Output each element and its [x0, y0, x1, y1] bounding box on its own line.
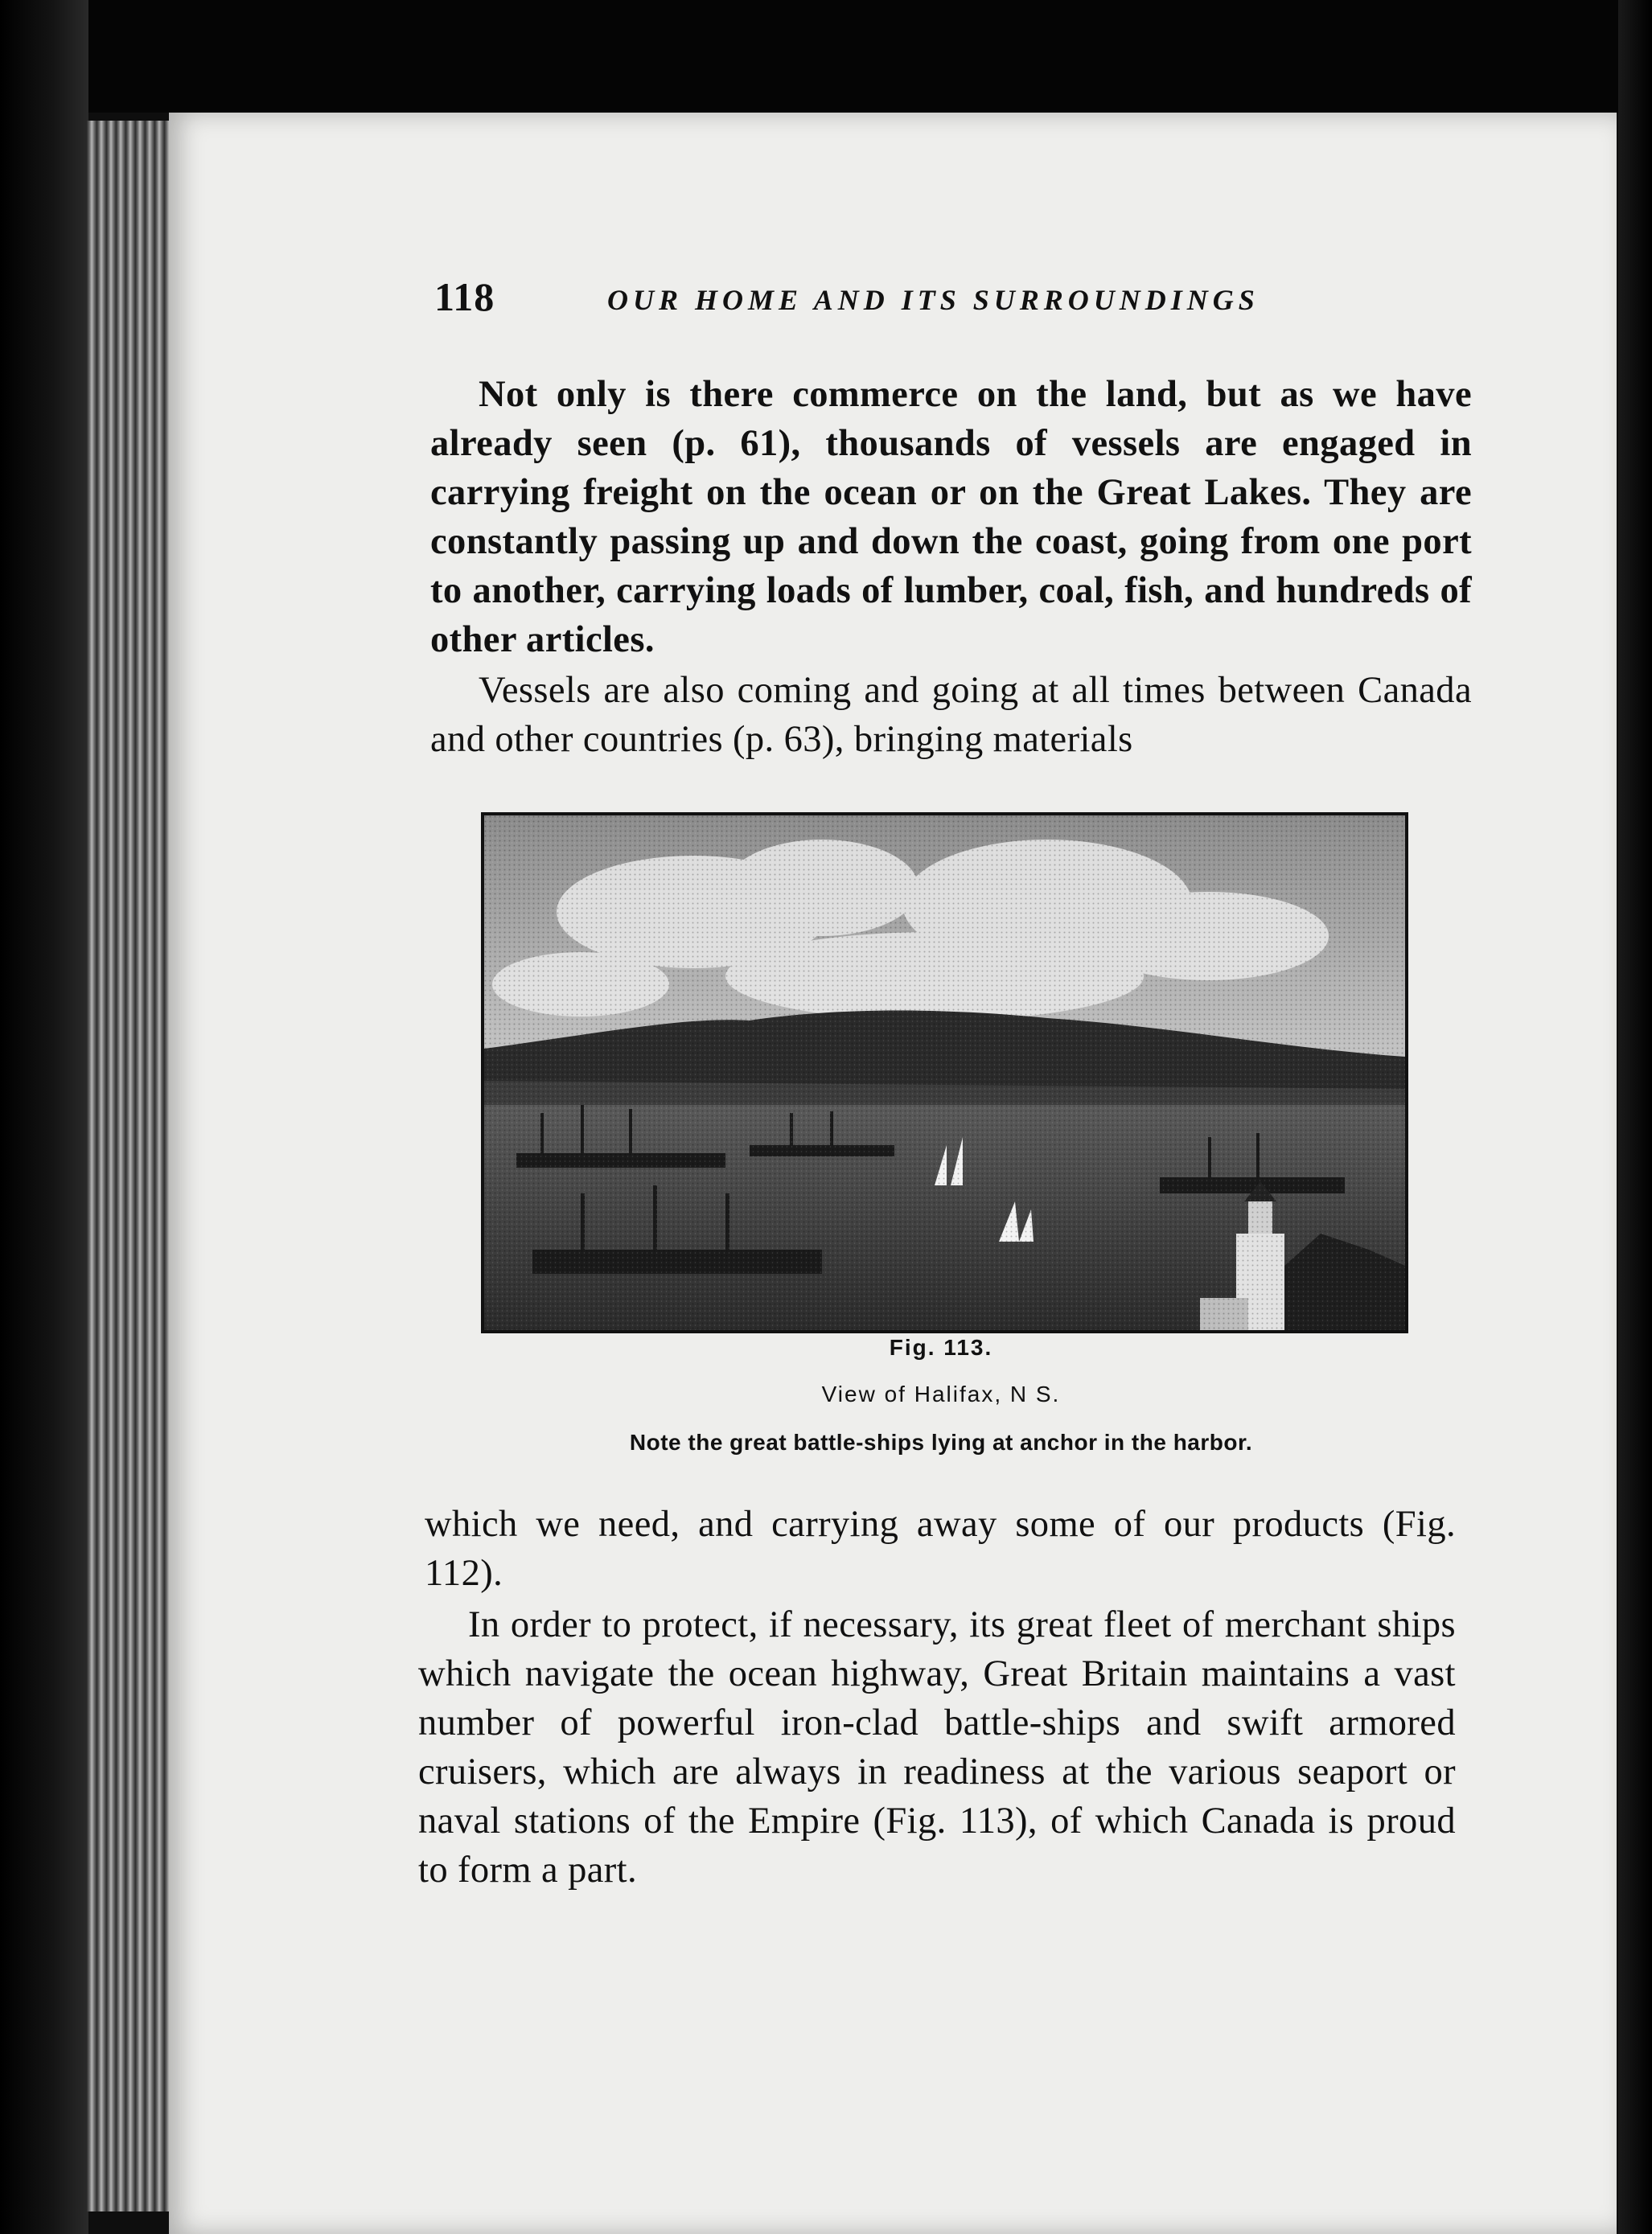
paragraph-vessels: Vessels are also coming and going at all times between Canada and other countries (p. 63), bringing materials — [430, 670, 1472, 760]
halifax-illustration — [481, 812, 1408, 1333]
running-title: OUR HOME AND ITS SURROUNDINGS — [607, 284, 1260, 316]
page-header — [434, 273, 1480, 338]
scan-border-right — [1618, 0, 1652, 2234]
halifax-harbor-image — [484, 815, 1405, 1330]
figure-label: Fig. 113. — [889, 1335, 993, 1360]
page-number: 118 — [434, 274, 495, 319]
scan-border-left — [0, 0, 88, 2234]
scan-border-top — [0, 0, 1652, 113]
paragraph-navy: In order to protect, if necessary, its great fleet of merchant ships which navigate the ocean highway, Great Britain maintains a vast number of powerful iron-clad battle-ships and swift armored cruisers, which are always in readiness at the various seaport or naval stations of the Empire (Fig. 113), of which Canada is proud to form a part. — [418, 1604, 1456, 1891]
paragraph-commerce: Not only is there commerce on the land, but as we have already seen (p. 61), thousands of vessels are engaged in carrying freight on the ocean or on the Great Lakes. They are constantly passing up and down the coast, going from one port to another, carrying loads of lumber, coal, fish, and hundreds of other articles. — [430, 374, 1472, 660]
paragraph-continuation: which we need, and carrying away some of our products (Fig. 112). — [425, 1504, 1456, 1594]
figure-note: Note the great battle-ships lying at anchor in the harbor. — [629, 1430, 1253, 1455]
figure-title: View of Halifax, N S. — [821, 1382, 1061, 1407]
